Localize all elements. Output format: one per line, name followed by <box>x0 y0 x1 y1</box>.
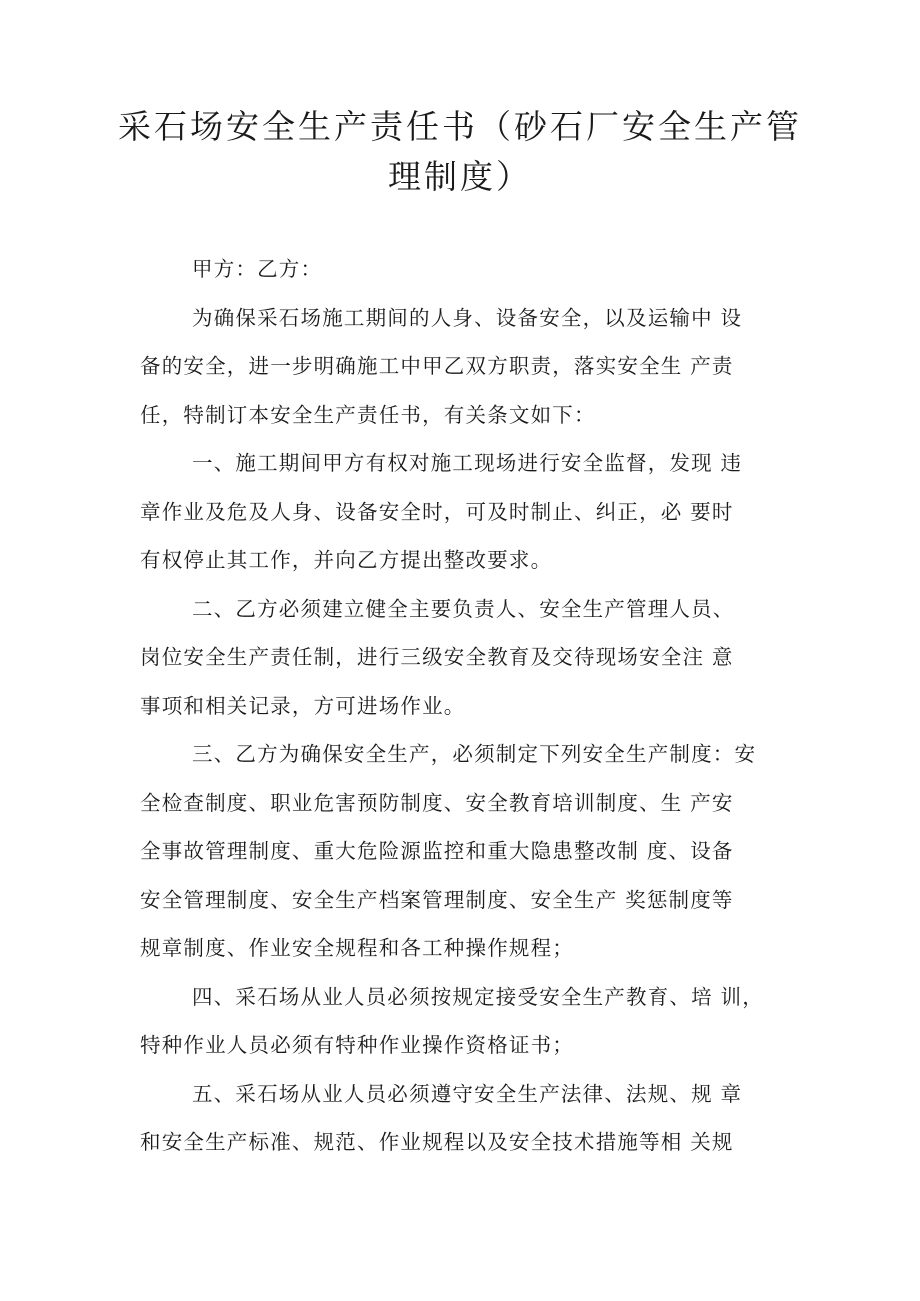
paragraph-line: 事项和相关记录，方可进场作业。 <box>140 693 466 718</box>
paragraph-line: 和安全生产标准、规范、作业规程以及安全技术措施等相 关规 <box>140 1130 734 1154</box>
paragraph-line: 一、施工期间甲方有权对施工现场进行安全监督，发现 违 <box>192 451 743 475</box>
title-line: 理制度） <box>388 157 532 196</box>
paragraph-line: 全检查制度、职业危害预防制度、安全教育培训制度、生 产安 <box>140 790 734 815</box>
paragraph-line: 二、乙方必须建立健全主要负责人、安全生产管理人员、 <box>192 596 735 621</box>
party-line: 甲方：乙方： <box>192 257 323 281</box>
paragraph-line: 有权停止其工作，并向乙方提出整改要求。 <box>140 548 553 572</box>
paragraph-line: 三、乙方为确保安全生产，必须制定下列安全生产制度：安 <box>192 742 757 766</box>
paragraph-line: 安全管理制度、安全生产档案管理制度、安全生产 奖惩制度等 <box>140 887 734 912</box>
paragraph-line: 特种作业人员必须有特种作业操作资格证书； <box>140 1033 574 1057</box>
paragraph-line: 章作业及危及人身、设备安全时，可及时制止、纠正，必 要时 <box>140 499 734 524</box>
document-title <box>0 102 920 202</box>
paragraph-line: 岗位安全生产责任制，进行三级安全教育及交待现场安全注 意 <box>140 645 734 669</box>
paragraph-line: 为确保采石场施工期间的人身、设备安全，以及运输中 设 <box>192 305 743 330</box>
paragraph-line: 四、采石场从业人员必须按规定接受安全生产教育、培 训， <box>192 984 764 1009</box>
paragraph-line: 五、采石场从业人员必须遵守安全生产法律、法规、规 章 <box>192 1081 743 1106</box>
paragraph-line: 备的安全，进一步明确施工中甲乙双方职责，落实安全生 产责 <box>140 354 734 378</box>
paragraph-line: 任，特制订本安全生产责任书，有关条文如下： <box>140 402 596 427</box>
document-body <box>140 245 800 1167</box>
paragraph-line: 全事故管理制度、重大危险源监控和重大隐患整改制 度、设备 <box>140 839 734 863</box>
paragraph-line: 规章制度、作业安全规程和各工种操作规程； <box>140 936 574 960</box>
title-line: 采石场安全生产责任书（砂石厂安全生产管 <box>118 107 802 146</box>
